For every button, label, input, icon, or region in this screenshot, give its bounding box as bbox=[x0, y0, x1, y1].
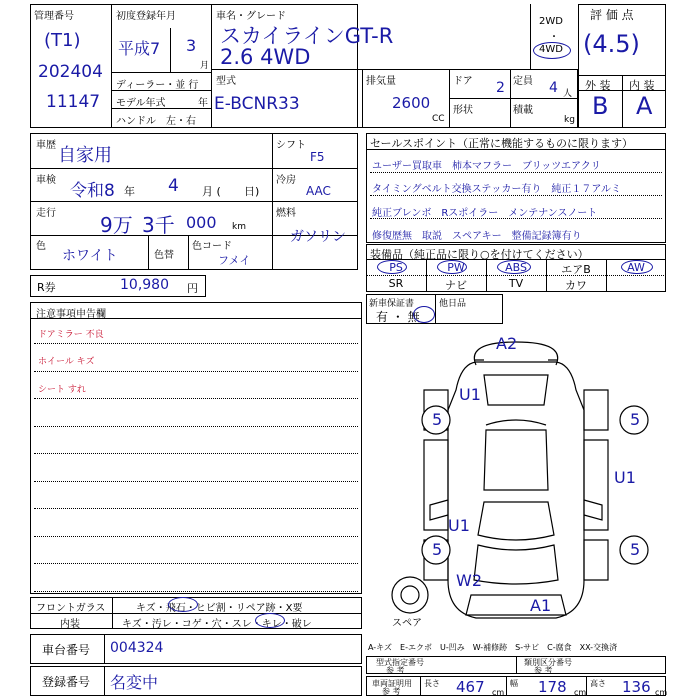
mark-a1: A1 bbox=[530, 596, 552, 615]
mgmt-line2: 202404 bbox=[38, 62, 103, 82]
equip-aw-circle bbox=[621, 260, 653, 274]
handle-label: ハンドル 左・右 bbox=[116, 116, 196, 127]
width-value: 178 bbox=[538, 678, 567, 696]
notes-rule-line bbox=[34, 591, 358, 592]
equip-ps-circle bbox=[377, 260, 407, 274]
year-char: 年 bbox=[198, 98, 208, 109]
ext-value: B bbox=[592, 92, 609, 120]
equip-tv: TV bbox=[508, 277, 524, 290]
equip-pw: PW bbox=[447, 261, 465, 274]
equip-abs-circle bbox=[497, 260, 531, 274]
model-year-label: モデル年式 bbox=[116, 98, 166, 109]
cc-unit: CC bbox=[432, 114, 445, 124]
notes-rule-line bbox=[34, 453, 358, 454]
note-line-2: ホイール キズ bbox=[38, 357, 95, 367]
displacement-value: 2600 bbox=[392, 94, 431, 112]
shift-label: シフト bbox=[276, 140, 306, 151]
seats-label: 定員 bbox=[513, 76, 533, 87]
dims-ref: 参 考 bbox=[382, 687, 401, 696]
registration-value: 名変中 bbox=[110, 673, 159, 692]
type-value: E-BCNR33 bbox=[214, 94, 300, 114]
length-label: 長さ bbox=[424, 679, 440, 688]
mgmt-label: 管理番号 bbox=[34, 11, 74, 22]
displacement-label: 排気量 bbox=[366, 76, 396, 87]
drive-2wd: 2WD bbox=[539, 16, 563, 27]
rating-score: (4.5) bbox=[583, 30, 640, 58]
sales-point-2: タイミングベルト交換ステッカー有り 純正１７アルミ bbox=[372, 184, 621, 195]
inspection-label: 車検 bbox=[36, 175, 56, 186]
nichi-char: 日) bbox=[244, 185, 260, 198]
note-line-1: ドアミラー 不良 bbox=[38, 330, 104, 340]
registration-label: 登録番号 bbox=[42, 675, 91, 689]
notes-rule-line bbox=[34, 426, 358, 427]
mark-a2: A2 bbox=[496, 334, 518, 353]
mark-5-right-top: 5 bbox=[630, 410, 641, 429]
ac-value: AAC bbox=[306, 184, 331, 198]
ac-label: 冷房 bbox=[276, 175, 296, 186]
equip-aw: AW bbox=[627, 261, 645, 274]
first-reg-label: 初度登録年月 bbox=[116, 11, 176, 22]
equip-leather: カワ bbox=[565, 279, 587, 292]
height-cm: cm bbox=[655, 688, 668, 697]
drive-dot: ・ bbox=[549, 32, 559, 43]
mileage-label: 走行 bbox=[36, 208, 56, 219]
notes-rule-line bbox=[34, 371, 358, 372]
color-change-label: 色替 bbox=[154, 250, 174, 261]
equip-ps: PS bbox=[389, 261, 403, 274]
fuel-label: 燃料 bbox=[276, 208, 296, 219]
drive-4wd: 4WD bbox=[539, 44, 563, 55]
mark-5-left-bottom: 5 bbox=[432, 540, 443, 559]
mileage-sen: 3千 bbox=[142, 213, 175, 237]
inspection-month: 4 bbox=[168, 176, 179, 196]
shape-label: 形状 bbox=[453, 105, 473, 116]
fuel-value: ガソリン bbox=[290, 229, 346, 245]
yen-char: 円 bbox=[187, 282, 198, 295]
interior-value: キズ・汚レ・コゲ・穴・スレ・キレ・破レ bbox=[122, 619, 312, 630]
interior-label: 内装 bbox=[60, 619, 80, 630]
sales-points-label: セールスポイント（正常に機能するものに限ります） bbox=[370, 137, 634, 150]
door-label: ドア bbox=[453, 76, 473, 87]
warranty-label: 新車保証書 bbox=[369, 299, 415, 309]
equip-airbag: エアB bbox=[561, 263, 591, 276]
seats-value: 4 bbox=[549, 80, 558, 96]
person-char: 人 bbox=[563, 89, 573, 99]
front-glass-label: フロントガラス bbox=[36, 603, 106, 614]
front-glass-value: キズ・飛石・ヒビ割・リペア跡・X要 bbox=[136, 603, 303, 614]
r-ticket-value: 10,980 bbox=[120, 277, 169, 293]
equipment-label: 装備品（純正品に限り○を付けてください） bbox=[370, 248, 589, 261]
nen-char: 年 bbox=[124, 185, 135, 198]
model-cert-ref: 参 考 bbox=[386, 666, 405, 675]
legend-text: A-キズ E-エクボ U-凹み W-補修跡 S-サビ C-腐食 XX-交換済 bbox=[368, 643, 618, 652]
mileage-man: 9万 bbox=[100, 213, 133, 237]
sales-point-4: 修復歴無 取説 スペアキー 整備記録簿有り bbox=[372, 231, 582, 242]
model-cert-label: 型式指定番号 bbox=[376, 658, 424, 667]
note-line-3: シート すれ bbox=[38, 385, 86, 395]
notes-rule-line bbox=[34, 343, 358, 344]
front-glass-circle bbox=[168, 597, 198, 612]
mgmt-line3: 11147 bbox=[46, 92, 101, 112]
color-label: 色 bbox=[36, 241, 46, 252]
r-ticket-label: R券 bbox=[37, 281, 56, 294]
color-value: ホワイト bbox=[62, 248, 118, 264]
history-value: 自家用 bbox=[58, 145, 112, 166]
width-label: 幅 bbox=[510, 679, 518, 688]
notes-rule-line bbox=[34, 508, 358, 509]
class-ref: 参 考 bbox=[534, 666, 553, 675]
r-ticket-box bbox=[30, 275, 206, 297]
drive-4wd-circle bbox=[533, 42, 571, 59]
mileage-rest: 000 bbox=[186, 213, 217, 232]
car-grade: 2.6 4WD bbox=[220, 45, 311, 69]
other-label: 他日品 bbox=[439, 299, 467, 309]
mark-u1-right: U1 bbox=[614, 468, 636, 487]
door-value: 2 bbox=[496, 80, 505, 96]
chassis-label: 車台番号 bbox=[42, 643, 91, 657]
warranty-value: 有 ・ 無 bbox=[376, 310, 420, 324]
mark-u1-left-bottom: U1 bbox=[448, 516, 470, 535]
first-reg-era: 平成7 bbox=[118, 39, 161, 58]
type-label: 型式 bbox=[216, 76, 236, 87]
spare-label: スペア bbox=[392, 618, 422, 629]
car-name: スカイラインGT-R bbox=[220, 24, 394, 48]
equip-sr: SR bbox=[388, 277, 404, 290]
equip-pw-circle bbox=[437, 260, 467, 274]
length-cm: cm bbox=[492, 688, 505, 697]
mark-5-left-top: 5 bbox=[432, 410, 443, 429]
kg-unit: kg bbox=[564, 115, 575, 125]
warranty-none-circle bbox=[413, 306, 435, 323]
mgmt-line1: (T1) bbox=[44, 30, 81, 51]
notes-rule-line bbox=[34, 536, 358, 537]
ext-label: 外 装 bbox=[585, 79, 611, 92]
rating-label: 評 価 点 bbox=[590, 8, 634, 22]
int-label: 内 装 bbox=[629, 79, 655, 92]
notes-rule-line bbox=[34, 481, 358, 482]
name-label: 車名・グレード bbox=[216, 11, 286, 22]
mark-w2: W2 bbox=[456, 571, 482, 590]
month-char: 月 bbox=[200, 61, 210, 71]
first-reg-month: 3 bbox=[186, 36, 197, 55]
chassis-value: 004324 bbox=[110, 640, 164, 656]
sales-point-1: ユーザー買取車 柿本マフラー ブリッツエアクリ bbox=[372, 161, 601, 172]
equip-navi: ナビ bbox=[445, 279, 467, 292]
sales-point-3: 純正ブレンボ Rスポイラー メンテナンスノート bbox=[372, 208, 598, 219]
history-label: 車歴 bbox=[36, 140, 56, 151]
notes-section bbox=[30, 302, 362, 594]
km-unit: km bbox=[232, 222, 246, 232]
length-value: 467 bbox=[456, 678, 485, 696]
mark-u1-left-top: U1 bbox=[459, 385, 481, 404]
color-code-label: 色コード bbox=[192, 241, 232, 252]
dealer-label: ディーラー・並 行 bbox=[116, 80, 199, 91]
gatsu-char: 月 ( bbox=[202, 185, 221, 198]
int-value: A bbox=[636, 92, 653, 120]
width-cm: cm bbox=[574, 688, 587, 697]
notes-rule-line bbox=[34, 398, 358, 399]
load-label: 積載 bbox=[513, 105, 533, 116]
notes-label: 注意事項申告欄 bbox=[36, 309, 106, 320]
shift-value: F5 bbox=[310, 150, 325, 164]
interior-circle bbox=[255, 613, 285, 628]
equip-abs: ABS bbox=[505, 261, 527, 274]
notes-rule-line bbox=[34, 563, 358, 564]
dims-label: 車両証明用 bbox=[372, 679, 412, 688]
height-value: 136 bbox=[622, 678, 651, 696]
mark-5-right-bottom: 5 bbox=[630, 540, 641, 559]
inspection-era: 令和8 bbox=[70, 181, 115, 201]
color-code-value: フメイ bbox=[218, 254, 251, 267]
class-label: 類別区分番号 bbox=[524, 658, 572, 667]
height-label: 高さ bbox=[590, 679, 606, 688]
